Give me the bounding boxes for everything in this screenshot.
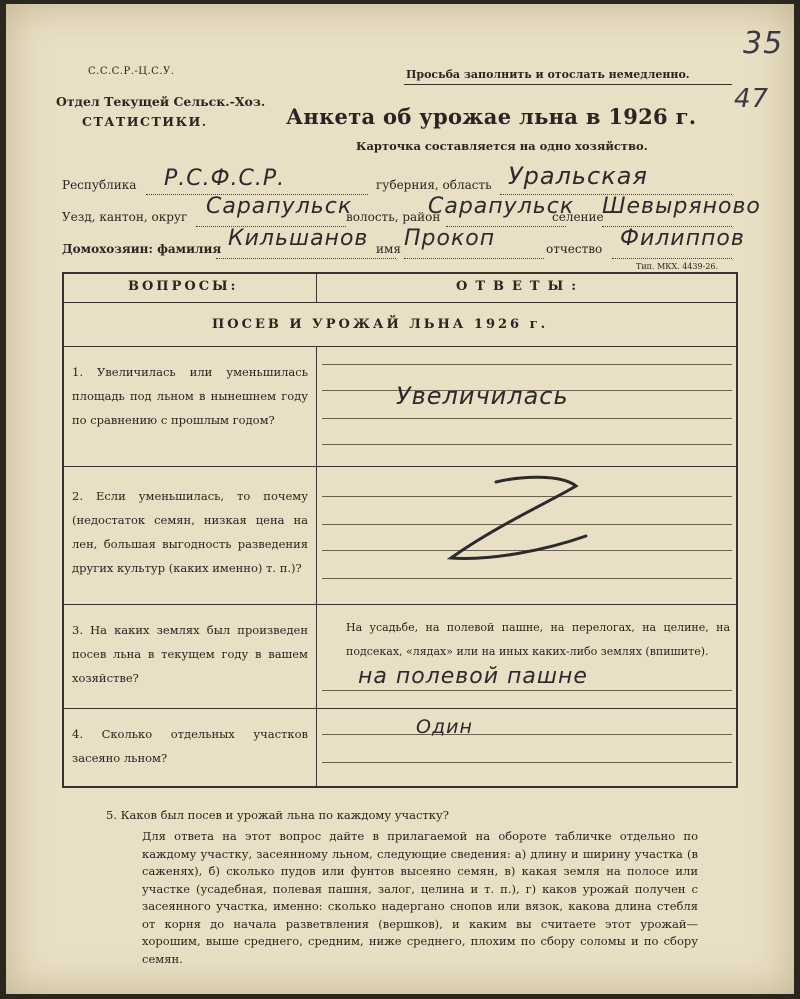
questions-column-header: ВОПРОСЫ:	[128, 279, 239, 294]
district-value: Сарапульск	[206, 194, 353, 219]
surname-value: Кильшанов	[228, 226, 369, 251]
section-title: ПОСЕВ И УРОЖАЙ ЛЬНА 1926 г.	[212, 317, 549, 332]
question-4: 4. Сколько отдельных участков засеяно льном?	[72, 727, 308, 765]
dash-mark	[426, 466, 606, 576]
document-page	[6, 4, 794, 994]
org-line-2: Отдел Текущей Сельск.-Хоз.	[56, 94, 266, 109]
archive-number: 35	[743, 26, 784, 61]
village-label: селение	[552, 210, 604, 224]
archive-number-secondary: 47	[734, 84, 770, 114]
org-line-1: С.С.С.Р.-Ц.С.У.	[88, 66, 175, 77]
province-label: губерния, область	[376, 178, 492, 192]
answer-4: Один	[416, 716, 473, 738]
owner-label: Домохозяин: фамилия	[62, 242, 222, 256]
answer-1: Увеличилась	[396, 382, 569, 410]
request-underline	[404, 84, 732, 85]
province-value: Уральская	[508, 162, 648, 190]
volost-value: Сарапульск	[428, 194, 575, 219]
name-label: имя	[376, 242, 401, 256]
name-value: Прокоп	[404, 226, 496, 251]
district-label: Уезд, кантон, округ	[62, 210, 188, 224]
question-1: 1. Увеличилась или уменьшилась площадь под льном в нынешнем году по сравнению с прошлым годом?	[72, 365, 308, 427]
patronymic-label: отчество	[546, 242, 603, 256]
question-5-instructions: Для ответа на этот вопрос дайте в прилагаемой на обороте табличке отдельно по каждому участку, засеянному льном, следующие сведения: а) длину и ширину участка (в саженях), б) сколько пудов или фунтов высеяно семян, в) какая земля на полосе или участке (усадебная, полевая пашня, залог, целина и т. п.), г) каков урожай получен с засеянного участка, именно: сколько надергано снопов или вязок, какова длина стебля от корня до начала разветвления (вершков), и каким вы считаете этот урожай— хорошим, выше среднего, средним, ниже среднего, плохим по сбору соломы и по сбору семян.	[142, 829, 698, 966]
answer-3: на полевой пашне	[358, 664, 588, 689]
village-value: Шевыряново	[602, 194, 761, 219]
print-mark: Тип. МКХ. 4439-26.	[636, 262, 719, 271]
answers-column-header: ОТВЕТЫ:	[456, 279, 584, 294]
question-2: 2. Если уменьшилась, то почему (недостаток семян, низкая цена на лен, большая выгодность разведения других культур (каких именно) т. п.)?	[72, 489, 308, 575]
org-line-3: СТАТИСТИКИ.	[82, 114, 208, 129]
answer-3-hint: На усадьбе, на полевой пашне, на перелогах, на целине, на подсеках, «лядах» или на иных каких-либо землях (впишите).	[346, 621, 730, 658]
question-3: 3. На каких землях был произведен посев льна в текущем году в вашем хозяйстве?	[72, 623, 308, 685]
republic-value: Р.С.Ф.С.Р.	[164, 166, 286, 191]
page-subtitle: Карточка составляется на одно хозяйство.	[356, 139, 648, 153]
question-5: 5. Каков был посев и урожай льна по каждому участку?	[106, 808, 449, 822]
republic-label: Республика	[62, 178, 137, 192]
patronymic-value: Филиппов	[620, 226, 745, 251]
volost-label: волость, район	[346, 210, 441, 224]
page-title: Анкета об урожае льна в 1926 г.	[286, 104, 697, 129]
request-note: Просьба заполнить и отослать немедленно.	[406, 68, 690, 81]
